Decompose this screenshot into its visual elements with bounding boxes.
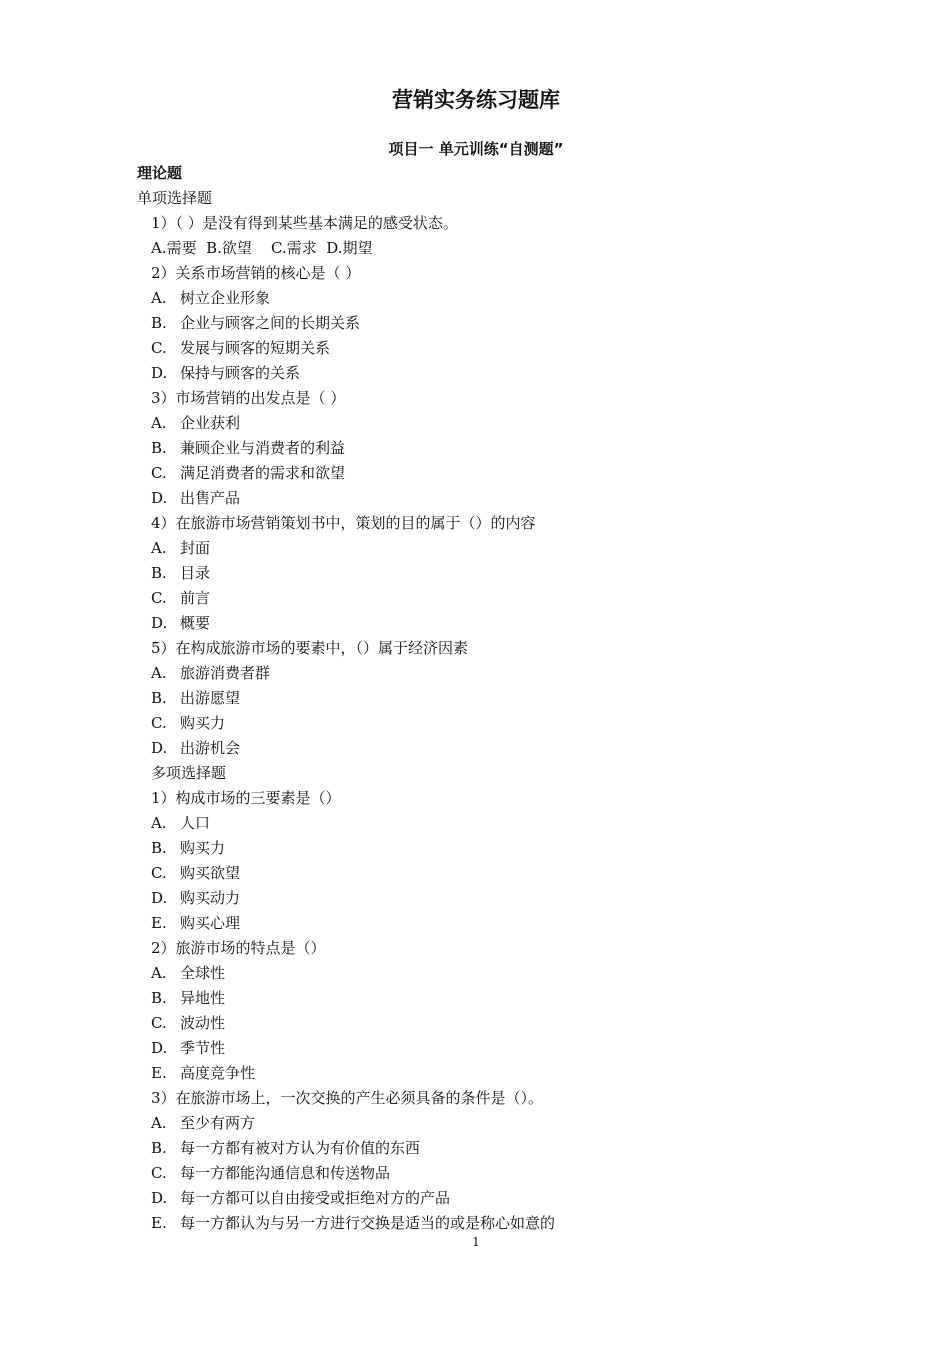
option-letter: C. <box>151 714 167 732</box>
option-letter: B. <box>151 314 167 332</box>
option-line <box>137 711 837 736</box>
option-text: 购买力 <box>180 839 226 857</box>
option-text: 满足消费者的需求和欲望 <box>180 464 346 482</box>
option-letter: C. <box>151 864 167 882</box>
option-letter: B. <box>151 989 167 1007</box>
option-letter: D. <box>151 1039 168 1057</box>
option-letter: C. <box>151 1164 167 1182</box>
option-line <box>137 1186 837 1211</box>
option-line <box>137 886 837 911</box>
option-text: 发展与顾客的短期关系 <box>180 339 331 357</box>
option-line <box>137 686 837 711</box>
option-text: 购买力 <box>180 714 226 732</box>
option-letter: E. <box>151 1214 167 1232</box>
option-line <box>137 311 837 336</box>
option-line <box>137 536 837 561</box>
option-letter: D. <box>151 614 168 632</box>
option-text: 旅游消费者群 <box>180 664 271 682</box>
option-letter: C. <box>151 589 167 607</box>
option-line <box>137 611 837 636</box>
option-letter: C. <box>151 1014 167 1032</box>
question-text: 5）在构成旅游市场的要素中，（）属于经济因素 <box>151 639 469 657</box>
option-text: 购买动力 <box>180 889 241 907</box>
option-letter: B. <box>151 839 167 857</box>
option-line <box>137 586 837 611</box>
question-text: 4）在旅游市场营销策划书中，策划的目的属于（）的内容 <box>151 514 536 532</box>
document-title: 营销实务练习题库 <box>392 88 560 112</box>
inline-options: A.需要 B.欲望 C.需求 D.期望 <box>151 239 373 257</box>
option-text: 至少有两方 <box>180 1114 256 1132</box>
option-letter: A. <box>151 289 167 307</box>
option-letter: D. <box>151 1189 168 1207</box>
option-line <box>137 336 837 361</box>
option-letter: D. <box>151 489 168 507</box>
option-text: 企业获利 <box>180 414 241 432</box>
option-line <box>137 1011 837 1036</box>
option-line <box>137 286 837 311</box>
option-line <box>137 361 837 386</box>
option-letter: D. <box>151 889 168 907</box>
option-letter: D. <box>151 364 168 382</box>
page-number: 1 <box>472 1235 480 1249</box>
option-text: 树立企业形象 <box>180 289 271 307</box>
option-line <box>137 461 837 486</box>
question-text: 3）市场营销的出发点是（ ） <box>151 389 346 407</box>
question-list <box>137 186 837 1236</box>
option-letter: A. <box>151 414 167 432</box>
option-line <box>137 1136 837 1161</box>
option-line <box>137 861 837 886</box>
option-line <box>137 411 837 436</box>
option-letter: A. <box>151 664 167 682</box>
option-line <box>137 1211 837 1236</box>
option-line <box>137 1111 837 1136</box>
question-text: 3）在旅游市场上，一次交换的产生必须具备的条件是（）。 <box>151 1089 544 1107</box>
option-text: 人口 <box>180 814 211 832</box>
single-choice-heading: 单项选择题 <box>137 189 213 207</box>
option-text: 企业与顾客之间的长期关系 <box>180 314 361 332</box>
option-letter: B. <box>151 439 167 457</box>
option-line <box>137 1161 837 1186</box>
option-line <box>137 661 837 686</box>
option-text: 出游愿望 <box>180 689 241 707</box>
option-letter: D. <box>151 739 168 757</box>
option-line <box>137 836 837 861</box>
section-heading: 理论题 <box>137 164 183 182</box>
unit-subtitle: 项目一 单元训练“自测题” <box>388 140 564 158</box>
option-text: 目录 <box>180 564 211 582</box>
question-text: 2）旅游市场的特点是（） <box>151 939 326 957</box>
option-line <box>137 961 837 986</box>
option-text: 季节性 <box>180 1039 226 1057</box>
option-text: 高度竞争性 <box>180 1064 256 1082</box>
option-letter: E. <box>151 914 167 932</box>
option-text: 每一方都能沟通信息和传送物品 <box>180 1164 391 1182</box>
option-text: 异地性 <box>180 989 226 1007</box>
option-text: 出售产品 <box>180 489 241 507</box>
option-letter: B. <box>151 1139 167 1157</box>
option-text: 每一方都有被对方认为有价值的东西 <box>180 1139 421 1157</box>
option-line <box>137 486 837 511</box>
option-letter: B. <box>151 689 167 707</box>
option-text: 兼顾企业与消费者的利益 <box>180 439 346 457</box>
option-line <box>137 811 837 836</box>
option-text: 每一方都认为与另一方进行交换是适当的或是称心如意的 <box>180 1214 556 1232</box>
option-letter: A. <box>151 814 167 832</box>
option-text: 前言 <box>180 589 211 607</box>
option-letter: A. <box>151 1114 167 1132</box>
option-letter: C. <box>151 464 167 482</box>
option-letter: E. <box>151 1064 167 1082</box>
option-text: 购买心理 <box>180 914 241 932</box>
option-line <box>137 1036 837 1061</box>
option-text: 全球性 <box>180 964 226 982</box>
option-line <box>137 1061 837 1086</box>
option-text: 购买欲望 <box>180 864 241 882</box>
option-letter: B. <box>151 564 167 582</box>
option-line <box>137 736 837 761</box>
question-text: 2）关系市场营销的核心是（ ） <box>151 264 361 282</box>
option-text: 概要 <box>180 614 211 632</box>
option-text: 封面 <box>180 539 211 557</box>
option-text: 出游机会 <box>180 739 241 757</box>
question-text: 1）（ ）是没有得到某些基本满足的感受状态。 <box>151 214 458 232</box>
option-line <box>137 561 837 586</box>
option-line <box>137 436 837 461</box>
option-line <box>137 986 837 1011</box>
multiple-choice-heading: 多项选择题 <box>151 764 227 782</box>
option-letter: C. <box>151 339 167 357</box>
option-line <box>137 911 837 936</box>
option-text: 保持与顾客的关系 <box>180 364 301 382</box>
option-text: 波动性 <box>180 1014 226 1032</box>
option-letter: A. <box>151 964 167 982</box>
question-text: 1）构成市场的三要素是（） <box>151 789 341 807</box>
option-text: 每一方都可以自由接受或拒绝对方的产品 <box>180 1189 451 1207</box>
option-letter: A. <box>151 539 167 557</box>
